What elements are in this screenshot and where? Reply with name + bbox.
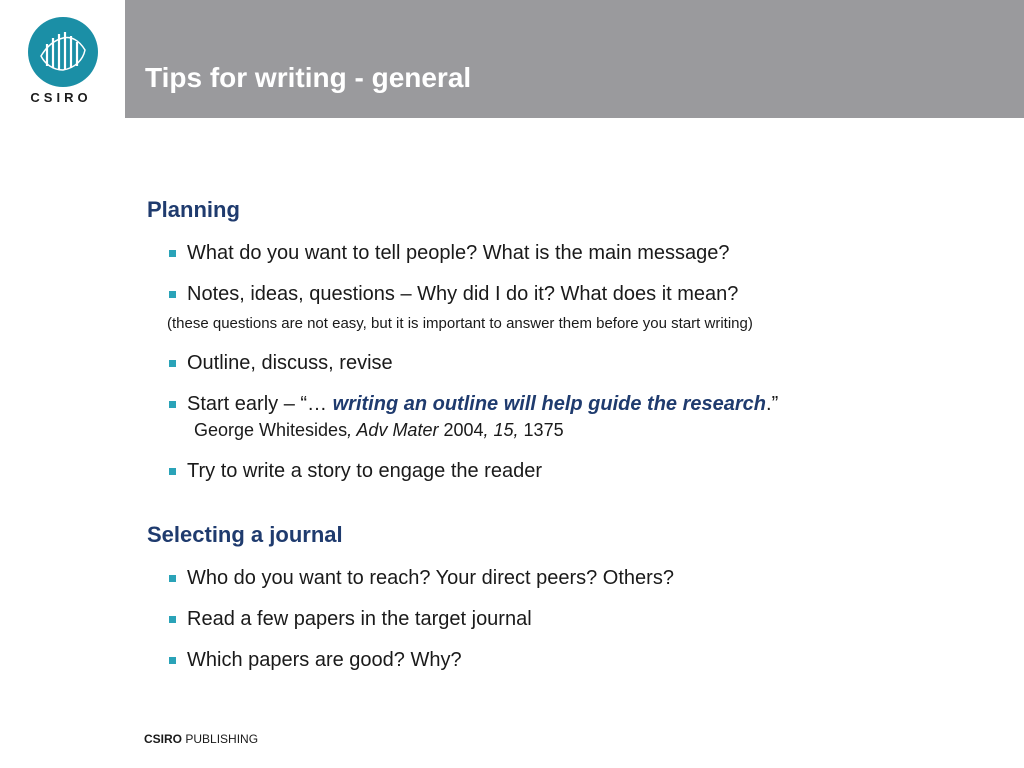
- list-item: [147, 459, 987, 483]
- quote-prefix: Start early – “…: [187, 393, 333, 415]
- list-item: [147, 241, 987, 265]
- list-item: [147, 351, 987, 375]
- quote-emphasis: writing an outline will help guide the research: [332, 393, 767, 415]
- list-item: [147, 607, 987, 631]
- square-bullet-icon: [169, 575, 176, 582]
- list-item-text: Who do you want to reach? Your direct peers? Others?: [187, 567, 674, 589]
- list-item: [147, 566, 987, 590]
- square-bullet-icon: [169, 616, 176, 623]
- footer-label: PUBLISHING: [182, 732, 259, 746]
- planning-heading: Planning: [147, 197, 240, 222]
- header-bar: [125, 0, 1024, 118]
- journal-heading: Selecting a journal: [147, 522, 343, 547]
- citation-year: 2004: [438, 420, 484, 440]
- list-item-text: What do you want to tell people? What is the main message?: [187, 242, 730, 264]
- csiro-logo-text: CSIRO: [30, 90, 92, 105]
- footer: [144, 732, 258, 746]
- slide-title: Tips for writing - general: [145, 62, 472, 93]
- csiro-logo: [0, 0, 125, 118]
- list-item-text: Outline, discuss, revise: [187, 352, 393, 374]
- csiro-logo-icon: [27, 16, 99, 88]
- planning-list: [147, 241, 987, 306]
- list-item-text: Try to write a story to engage the reader: [187, 460, 542, 482]
- list-item-text: Which papers are good? Why?: [187, 649, 462, 671]
- journal-list: [147, 566, 987, 672]
- quote-suffix: .”: [766, 393, 779, 415]
- list-item: [147, 282, 987, 306]
- list-item-text: Read a few papers in the target journal: [187, 608, 532, 630]
- square-bullet-icon: [169, 657, 176, 664]
- square-bullet-icon: [169, 401, 176, 408]
- citation-author: George Whitesides: [194, 420, 348, 440]
- footer-brand: CSIRO: [144, 732, 183, 746]
- citation-pages: 1375: [518, 420, 564, 440]
- square-bullet-icon: [169, 360, 176, 367]
- citation-journal: Adv Mater: [356, 420, 439, 440]
- citation-volume: 15,: [493, 420, 519, 440]
- square-bullet-icon: [169, 291, 176, 298]
- citation: George Whitesides, Adv Mater 2004, 15, 1375: [194, 420, 564, 440]
- square-bullet-icon: [169, 468, 176, 475]
- quote-list-item: [147, 392, 987, 442]
- square-bullet-icon: [169, 250, 176, 257]
- list-item: [147, 648, 987, 672]
- slide-body: [147, 196, 987, 672]
- planning-list-continued: [147, 351, 987, 483]
- list-item-text: Notes, ideas, questions – Why did I do it? What does it mean?: [187, 283, 739, 305]
- planning-note: (these questions are not easy, but it is important to answer them before you start writing): [167, 315, 753, 332]
